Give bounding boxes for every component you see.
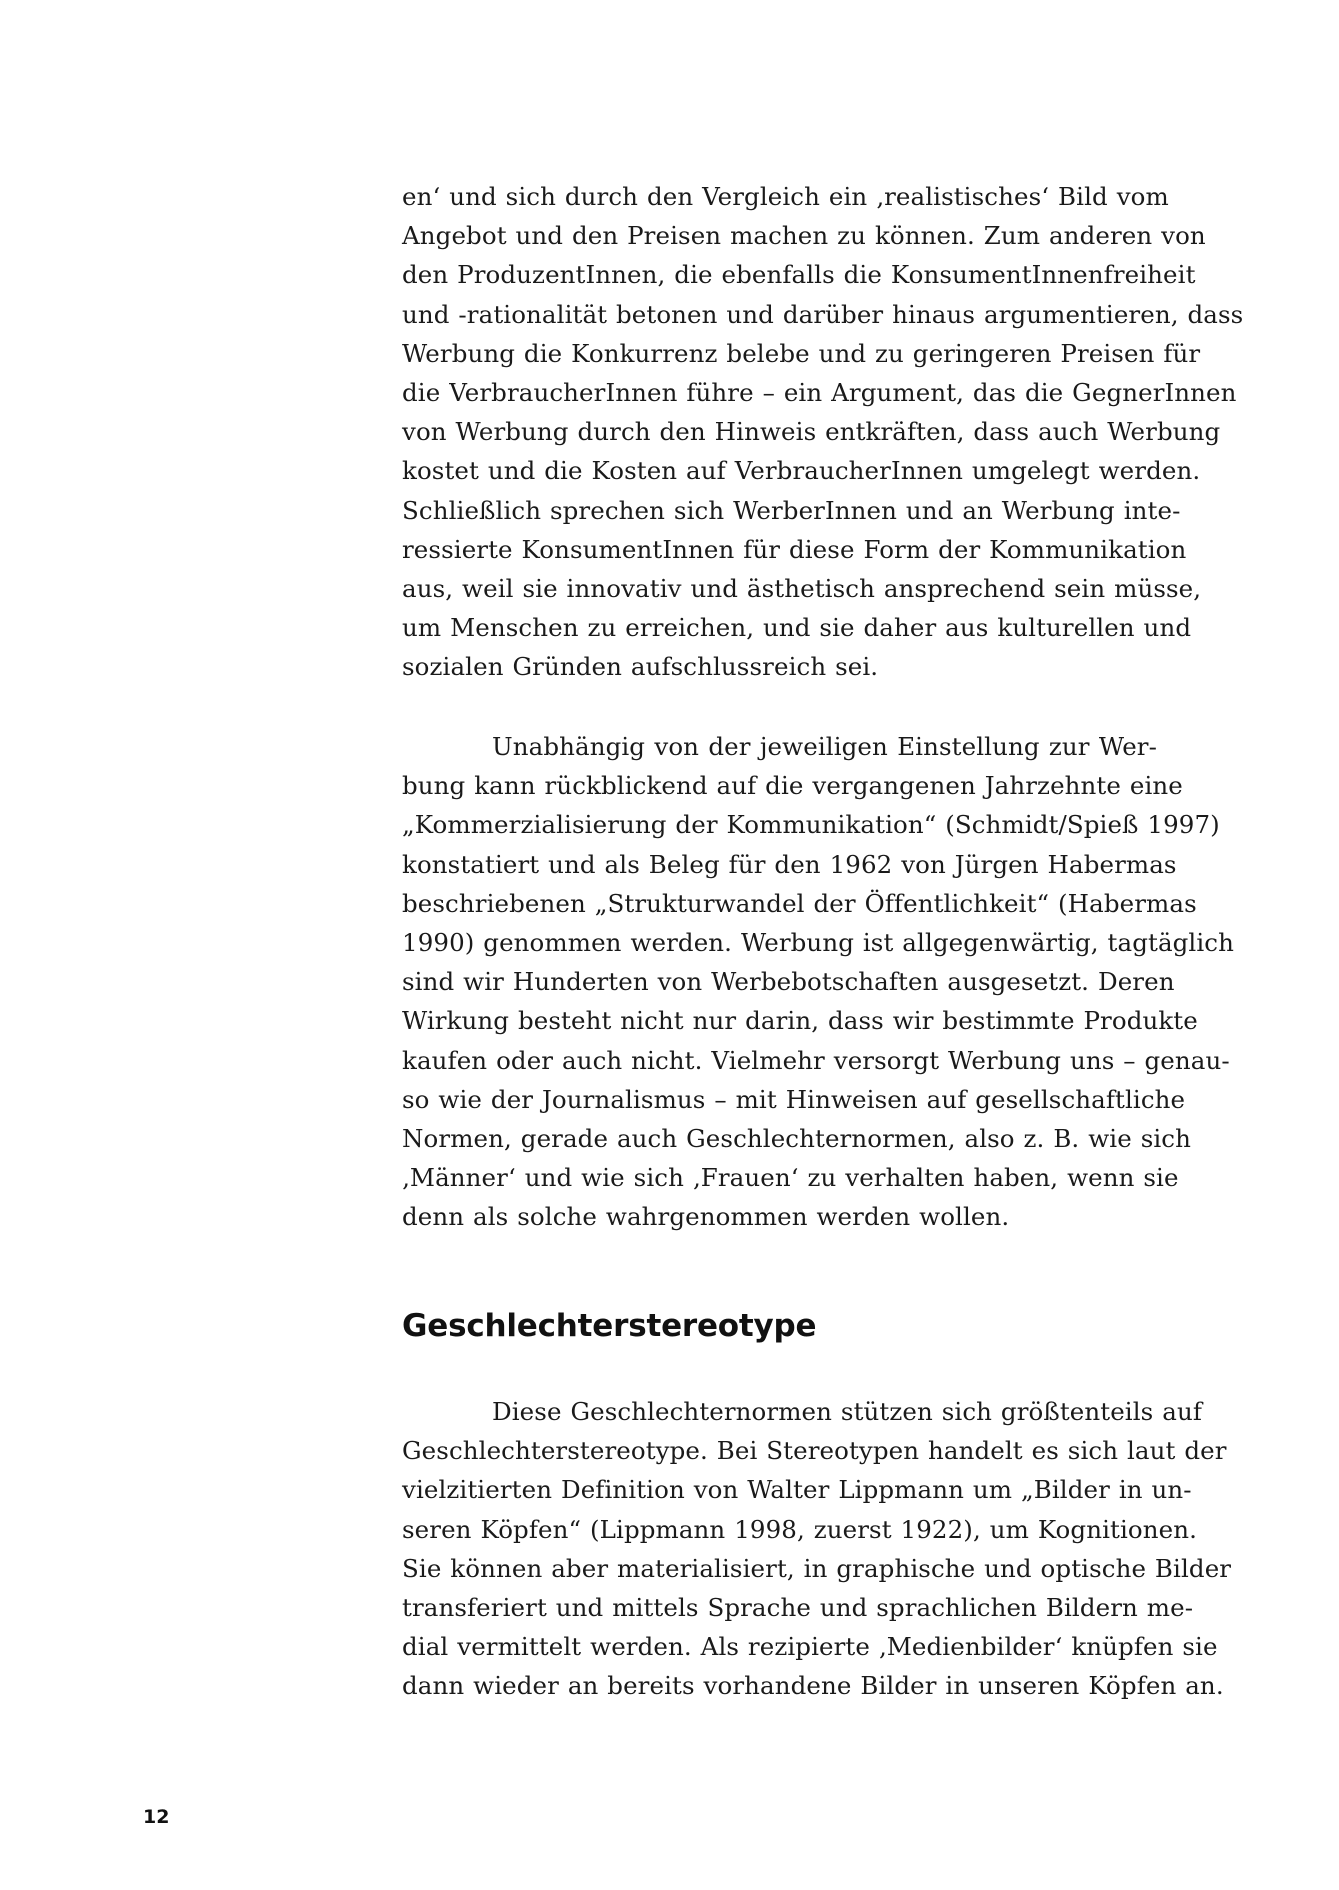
text-line: Diese Geschlechternormen stützen sich größtenteils auf — [492, 1397, 1202, 1426]
text-line: 1990) genommen werden. Werbung ist allgegenwärtig, tagtäglich — [402, 928, 1235, 958]
text-line: Wirkung besteht nicht nur darin, dass wir bestimmte Produkte — [402, 1006, 1198, 1036]
section-heading: Geschlechterstereotype — [402, 1308, 817, 1344]
text-line: dial vermittelt werden. Als rezipierte ‚Medienbilder‘ knüpfen sie — [402, 1632, 1218, 1662]
text-line: die VerbraucherInnen führe – ein Argument, das die GegnerInnen — [402, 378, 1237, 408]
text-line: sind wir Hunderten von Werbebotschaften ausgesetzt. Deren — [402, 967, 1175, 997]
text-line: und -rationalität betonen und darüber hinaus argumentieren, dass — [402, 299, 1244, 329]
paragraph-3 — [402, 1392, 1232, 1706]
text-line: vielzitierten Definition von Walter Lippmann um „Bilder in un- — [402, 1475, 1192, 1505]
text-line: den ProduzentInnen, die ebenfalls die KonsumentInnenfreiheit — [402, 260, 1196, 290]
text-line: Sie können aber materialisiert, in graphische und optische Bilder — [402, 1553, 1232, 1583]
text-line: von Werbung durch den Hinweis entkräften, dass auch Werbung — [402, 417, 1221, 447]
text-line: Angebot und den Preisen machen zu können. Zum anderen von — [402, 221, 1206, 251]
paragraph-2 — [402, 727, 1235, 1237]
text-line: um Menschen zu erreichen, und sie daher aus kulturellen und — [402, 613, 1192, 643]
text-line: Unabhängig von der jeweiligen Einstellung zur Wer- — [492, 732, 1157, 761]
text-line: konstatiert und als Beleg für den 1962 von Jürgen Habermas — [402, 849, 1177, 879]
text-line: Geschlechterstereotype. Bei Stereotypen handelt es sich laut der — [402, 1436, 1227, 1466]
text-line: beschriebenen „Strukturwandel der Öffentlichkeit“ (Habermas — [402, 888, 1197, 918]
text-line: aus, weil sie innovativ und ästhetisch ansprechend sein müsse, — [402, 574, 1202, 604]
text-line: Werbung die Konkurrenz belebe und zu geringeren Preisen für — [402, 338, 1201, 368]
text-line: dann wieder an bereits vorhandene Bilder in unseren Köpfen an. — [402, 1671, 1224, 1701]
paragraph-1 — [402, 177, 1244, 687]
text-line: kostet und die Kosten auf VerbraucherInnen umgelegt werden. — [402, 456, 1201, 486]
text-line: Schließlich sprechen sich WerberInnen und an Werbung inte- — [402, 495, 1181, 525]
text-line: sozialen Gründen aufschlussreich sei. — [402, 652, 879, 682]
text-line: transferiert und mittels Sprache und sprachlichen Bildern me- — [402, 1593, 1194, 1623]
text-line: bung kann rückblickend auf die vergangenen Jahrzehnte eine — [402, 771, 1183, 801]
text-line: seren Köpfen“ (Lippmann 1998, zuerst 1922), um Kognitionen. — [402, 1514, 1197, 1544]
text-line: so wie der Journalismus – mit Hinweisen auf gesellschaftliche — [402, 1084, 1186, 1114]
text-line: Normen, gerade auch Geschlechternormen, also z. B. wie sich — [402, 1124, 1192, 1154]
text-line: en‘ und sich durch den Vergleich ein ‚realistisches‘ Bild vom — [402, 182, 1169, 211]
text-line: kaufen oder auch nicht. Vielmehr versorgt Werbung uns – genau- — [402, 1045, 1230, 1075]
page-number: 12 — [143, 1806, 170, 1828]
text-line: denn als solche wahrgenommen werden wollen. — [402, 1202, 1010, 1232]
text-line: ‚Männer‘ und wie sich ‚Frauen‘ zu verhalten haben, wenn sie — [402, 1163, 1179, 1193]
text-line: ressierte KonsumentInnen für diese Form der Kommunikation — [402, 534, 1187, 564]
text-line: „Kommerzialisierung der Kommunikation“ (Schmidt/Spieß 1997) — [402, 810, 1220, 840]
